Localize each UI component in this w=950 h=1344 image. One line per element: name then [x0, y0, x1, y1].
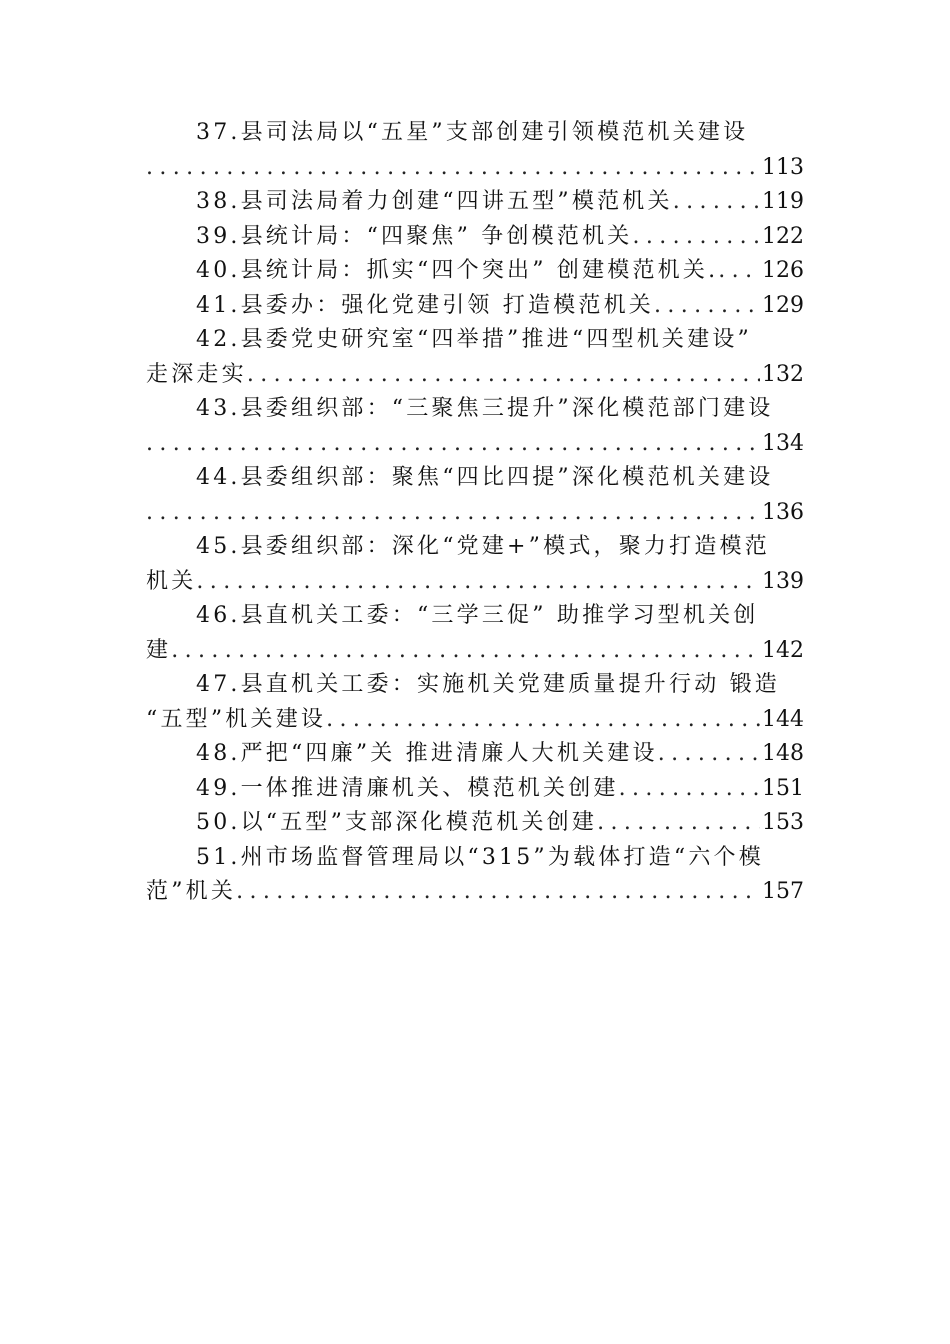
toc-leader-dots [619, 772, 760, 807]
toc-entry-title: 51.州市场监督管理局以“315”为载体打造“六个模 [196, 844, 764, 870]
toc-leader-dots [654, 289, 760, 324]
toc-entry-title-cont: “五型”机关建设 [146, 706, 327, 732]
toc-entry-title-cont: 机关 [146, 568, 197, 594]
toc-entry-41[interactable] [146, 289, 804, 324]
toc-page-number: 144 [762, 706, 804, 732]
toc-leader-dots [247, 358, 760, 393]
toc-page-number: 153 [762, 810, 804, 835]
toc-entry-title: 49.一体推进清廉机关、模范机关创建 [196, 775, 619, 801]
toc-page-number: 119 [762, 189, 804, 214]
toc-entry-title: 45.县委组织部：深化“党建+”模式，聚力打造模范 [196, 534, 770, 559]
toc-entry-47[interactable] [146, 668, 804, 737]
toc-leader-dots [658, 737, 760, 772]
toc-page-number: 139 [762, 568, 804, 594]
toc-entry-51[interactable] [146, 841, 804, 910]
toc-entry-48[interactable] [146, 737, 804, 772]
toc-page-number: 157 [762, 879, 804, 904]
toc-leader-dots [196, 565, 760, 600]
toc-entry-title-cont: 建 [146, 637, 172, 663]
toc-entry-title: 50.以“五型”支部深化模范机关创建 [196, 810, 598, 835]
toc-entry-43[interactable] [146, 392, 804, 461]
toc-leader-dots [718, 254, 760, 289]
toc-page-number: 113 [762, 154, 804, 180]
toc-entry-title: 48.严把“四廉”关 推进清廉人大机关建设 [196, 741, 658, 766]
toc-entry-45[interactable] [146, 530, 804, 599]
toc-page-number: 134 [762, 430, 804, 456]
toc-entry-42[interactable] [146, 323, 804, 392]
toc-leader-dots [632, 220, 760, 255]
toc-entry-title: 46.县直机关工委：“三学三促” 助推学习型机关创 [196, 603, 759, 628]
toc-page-number: 132 [762, 361, 804, 387]
toc-entry-40[interactable] [146, 254, 804, 289]
toc-page-number: 122 [762, 223, 804, 249]
toc-leader-dots [236, 875, 760, 910]
toc-leader-dots [171, 634, 760, 669]
toc-page-number: 136 [762, 499, 804, 525]
toc-entry-title: 40.县统计局：抓实“四个突出” 创建模范机关. [196, 258, 719, 283]
toc-page-number: 142 [762, 637, 804, 663]
toc-entry-title: 39.县统计局：“四聚焦” 争创模范机关 [196, 223, 633, 249]
toc-page-number: 129 [762, 292, 804, 318]
toc-entry-44[interactable] [146, 461, 804, 530]
toc-leader-dots [146, 151, 760, 186]
toc-page-number: 151 [762, 775, 804, 801]
toc-leader-dots [597, 806, 760, 841]
toc-entry-49[interactable] [146, 772, 804, 807]
toc-leader-dots [326, 703, 760, 738]
toc-entry-38[interactable] [146, 185, 804, 220]
toc-entry-title: 41.县委办：强化党建引领 打造模范机关 [196, 292, 654, 318]
toc-page-number: 126 [762, 258, 804, 283]
toc-entry-title: 43.县委组织部：“三聚焦三提升”深化模范部门建设 [196, 396, 774, 421]
toc-leader-dots [146, 427, 760, 462]
toc-entry-37[interactable] [146, 116, 804, 185]
toc-leader-dots [146, 496, 760, 531]
table-of-contents [146, 116, 804, 910]
toc-entry-46[interactable] [146, 599, 804, 668]
toc-entry-title-cont: 走深走实 [146, 361, 247, 387]
toc-entry-title: 37.县司法局以“五星”支部创建引领模范机关建设 [196, 120, 749, 145]
toc-entry-title: 47.县直机关工委：实施机关党建质量提升行动 锻造 [196, 672, 780, 697]
toc-entry-title: 42.县委党史研究室“四举措”推进“四型机关建设” [196, 327, 752, 352]
toc-entry-50[interactable] [146, 806, 804, 841]
toc-entry-title: 44.县委组织部：聚焦“四比四提”深化模范机关建设 [196, 465, 774, 490]
toc-entry-39[interactable] [146, 220, 804, 255]
toc-entry-title: 38.县司法局着力创建“四讲五型”模范机关 [196, 189, 673, 214]
toc-entry-title-cont: 范”机关 [146, 879, 237, 904]
toc-page-number: 148 [762, 741, 804, 766]
toc-leader-dots [673, 185, 760, 220]
